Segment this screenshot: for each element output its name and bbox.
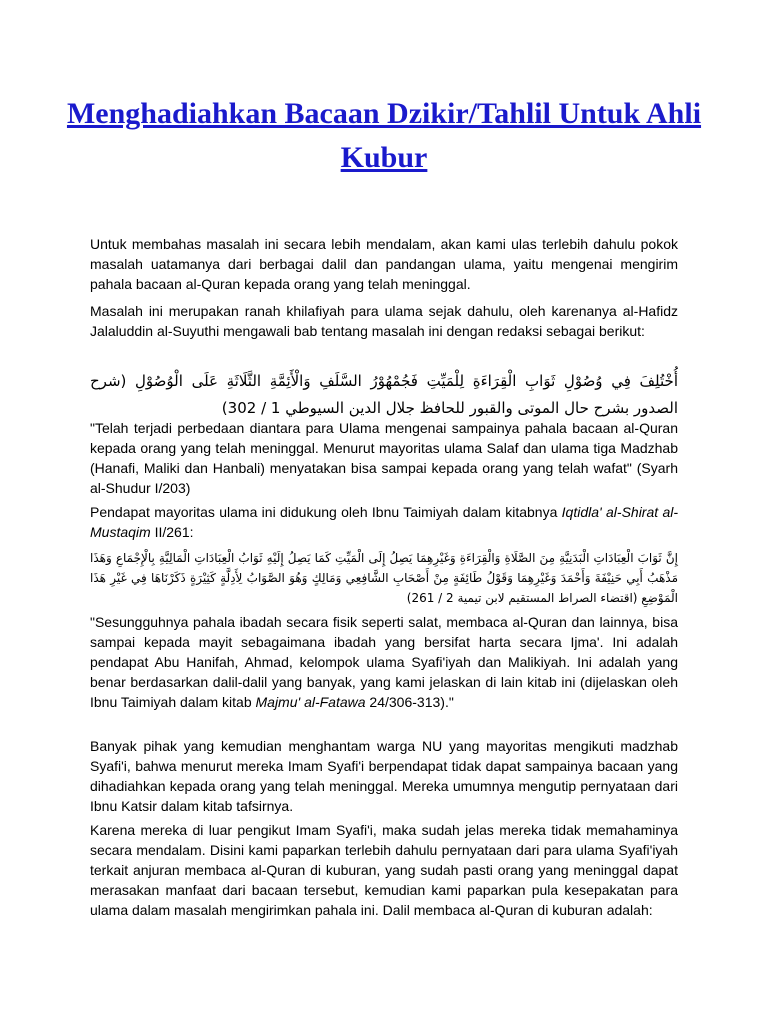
paragraph-syafiiyah: Karena mereka di luar pengikut Imam Syafi'i, maka sudah jelas mereka tidak memahaminya secara mendalam. Disini kami paparkan terlebih dahulu pernyataan dari para ulama Syafi'iyah terkait anjuran membaca al-Quran di kuburan, yang sudah pasti orang yang meninggal dapat merasakan manfaat dari bacaan tersebut, kemudian kami paparkan pula kesepakatan para ulama dalam masalah mengirimkan pahala ini. Dalil membaca al-Quran di kuburan adalah:: [90, 822, 678, 918]
paragraph-text: Pendapat mayoritas ulama ini didukung oleh Ibnu Taimiyah dalam kitabnya: [90, 504, 562, 520]
book-title-majmu: Majmu' al-Fatawa: [255, 694, 366, 710]
paragraph-translation-taimiyah: [90, 612, 678, 712]
paragraph-text: II/261:: [150, 524, 194, 540]
book-title-iqtidla: Iqtidla' al-Shirat al-Mustaqim: [90, 504, 679, 540]
arabic-quote-suyuthi: أُخْتُلِفَ فِي وُصُوْلِ ثَوَابِ الْقِرَاءَةِ لِلْمَيِّتِ فَجُمْهُوْرُ السَّلَفِ وَالْأَئِمَّةِ الثَّلَاثَةِ عَلَى الْوُصُوْلِ (شرح الصدور بشرح حال الموتى والقبور للحافظ جلال الدين السيوطي 1 / 302): [90, 372, 678, 417]
paragraph-khilafiyah: Masalah ini merupakan ranah khilafiyah para ulama sejak dahulu, oleh karenanya al-Hafidz Jalaluddin al-Suyuthi mengawali bab tentang masalah ini dengan redaksi sebagai berikut:: [90, 303, 678, 339]
page-title[interactable]: Menghadiahkan Bacaan Dzikir/Tahlil Untuk Ahli Kubur: [66, 97, 702, 174]
paragraph-translation-suyuthi: "Telah terjadi perbedaan diantara para Ulama mengenai sampainya pahala bacaan al-Quran kepada orang yang telah meninggal. Menurut mayoritas ulama Salaf dan ulama tiga Madzhab (Hanafi, Maliki dan Hanbali) menyatakan bisa sampai kepada orang yang telah wafat" (Syarh al-Shudur I/203): [90, 420, 678, 496]
paragraph-nu: Banyak pihak yang kemudian menghantam warga NU yang mayoritas mengikuti madzhab Syafi'i, bahwa menurut mereka Imam Syafi'i berpendapat tidak dapat sampainya bacaan yang dihadiahkan kepada orang yang telah meninggal. Mereka umumnya mengutip pernyataan dari Ibnu Katsir dalam kitab tafsirnya.: [90, 738, 678, 814]
paragraph-text: 24/306-313).": [365, 694, 454, 710]
arabic-quote-taimiyah: إِنَّ ثَوَابَ الْعِبَادَاتِ الْبَدَنِيَّةِ مِنَ الصَّلَاةِ وَالْقِرَاءَةِ وَغَيْرِهِمَا يَصِلُ إِلَى الْمَيِّتِ كَمَا يَصِلُ إِلَيْهِ ثَوَابُ الْعِبَادَاتِ الْمَالِيَّةِ بِالْإِجْمَاعِ وَهَذَا مَذْهَبُ أَبِي حَنِيْفَةَ وَأَحْمَدَ وَغَيْرِهِمَا وَقَوْلُ طَائِفَةٍ مِنْ أَصْحَابِ الشَّافِعِي وَمَالِكٍ وَهُوَ الصَّوَابُ لِأَدِلَّةٍ كَثِيْرَةٍ ذَكَرْنَاهَا فِي غَيْرِ هَذَا الْمَوْضِعِ (اقتضاء الصراط المستقيم لابن تيمية 2 / 261): [90, 551, 678, 605]
paragraph-intro: Untuk membahas masalah ini secara lebih mendalam, akan kami ulas terlebih dahulu pokok masalah uatamanya dari berbagai dalil dan pandangan ulama, yaitu mengenai mengirim pahala bacaan al-Quran kepada orang yang telah meninggal.: [90, 236, 678, 292]
paragraph-ibnu-taimiyah: [90, 502, 678, 542]
paragraph-text: "Sesungguhnya pahala ibadah secara fisik seperti salat, membaca al-Quran dan lainnya, bisa sampai kepada mayit sebagaimana ibadah yang bersifat harta secara Ijma'. Ini adalah pendapat Abu Hanifah, Ahmad, kelompok ulama Syafi'iyah dan Malikiyah. Ini adalah yang benar berdasarkan dalil-dalil yang banyak, yang kami jelaskan di lain kitab ini (dijelaskan oleh Ibnu Taimiyah dalam kitab: [90, 614, 678, 710]
